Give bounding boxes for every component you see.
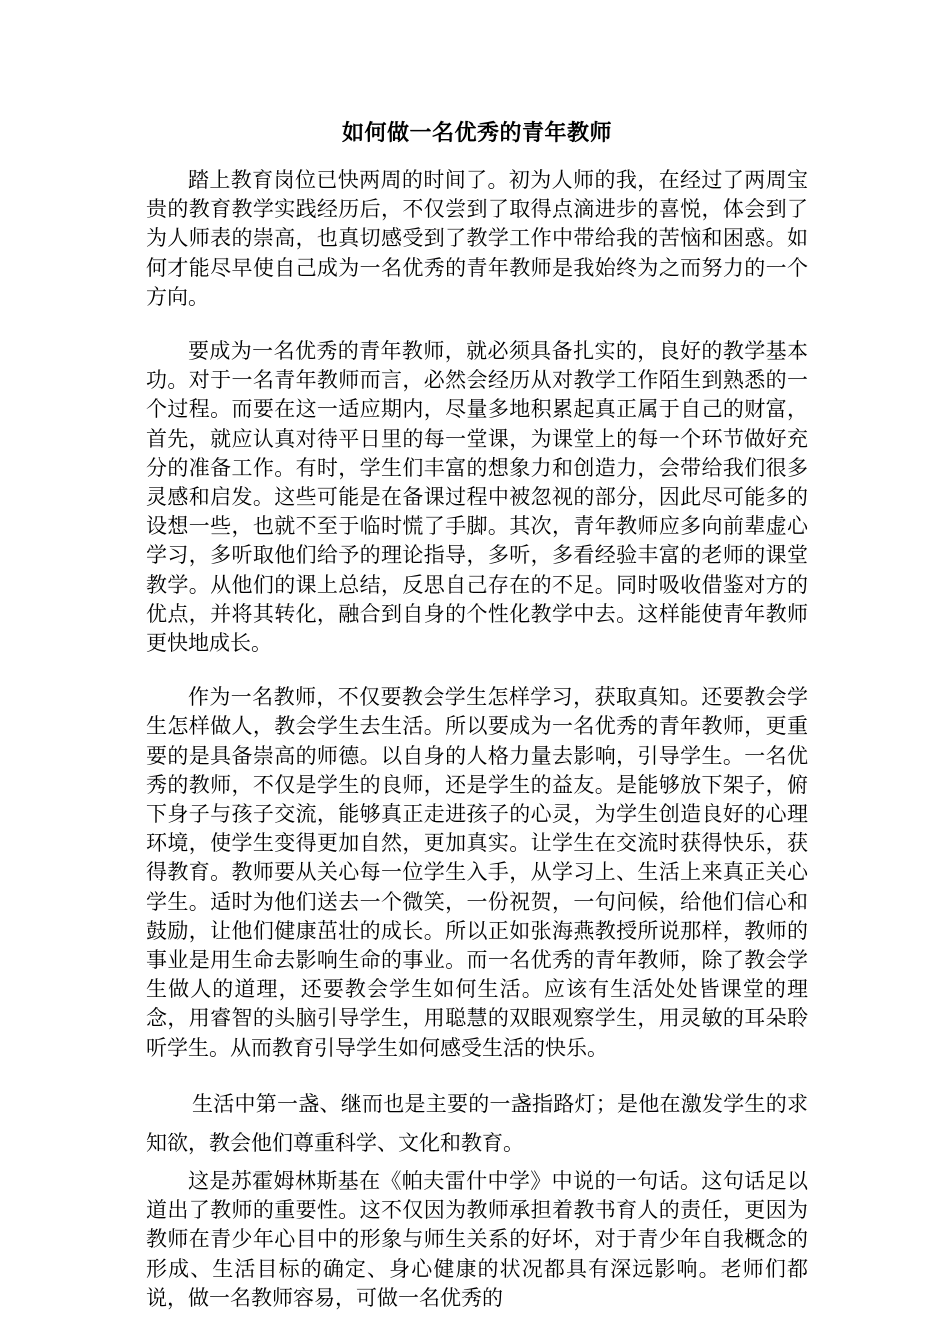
document-page: [146, 118, 808, 1313]
paragraph-closing: 这是苏霍姆林斯基在《帕夫雷什中学》中说的一句话。这句话足以道出了教师的重要性。这不仅因为教师承担着教书育人的责任，更因为教师在青少年心目中的形象与师生关系的好坏，对于青少年自我概念的形成、生活目标的确定、身心健康的状况都具有深远影响。老师们都说，做一名教师容易，可做一名优秀的: [146, 1168, 808, 1310]
document-title: 如何做一名优秀的青年教师: [341, 120, 612, 146]
paragraph-teacher-ethics: 作为一名教师，不仅要教会学生怎样学习，获取真知。还要教会学生怎样做人，教会学生去生活。所以要成为一名优秀的青年教师，更重要的是具备崇高的师德。以自身的人格力量去影响，引导学生。一名优秀的教师，不仅是学生的良师，还是学生的益友。是能够放下架子，俯下身子与孩子交流，能够真正走进孩子的心灵，为学生创造良好的心理环境，使学生变得更加自然，更加真实。让学生在交流时获得快乐，获得教育。教师要从关心每一位学生入手，从学习上、生活上来真正关心学生。适时为他们送去一个微笑，一份祝贺，一句问候，给他们信心和鼓励，让他们健康茁壮的成长。所以正如张海燕教授所说那样，教师的事业是用生命去影响生命的事业。而一名优秀的青年教师，除了教会学生做人的道理，还要教会学生如何生活。应该有生活处处皆课堂的理念，用睿智的头脑引导学生，用聪慧的双眼观察学生，用灵敏的耳朵聆听学生。从而教育引导学生如何感受生活的快乐。: [146, 685, 808, 1060]
quote-paragraph: 生活中第一盏、继而也是主要的一盏指路灯；是他在激发学生的求知欲，教会他们尊重科学、文化和教育。: [146, 1091, 808, 1155]
paragraph-intro: 踏上教育岗位已快两周的时间了。初为人师的我，在经过了两周宝贵的教育教学实践经历后，不仅尝到了取得点滴进步的喜悦，体会到了为人师表的崇高，也真切感受到了教学工作中带给我的苦恼和困惑。如何才能尽早使自己成为一名优秀的青年教师是我始终为之而努力的一个方向。: [146, 168, 808, 309]
paragraph-basic-skills: 要成为一名优秀的青年教师，就必须具备扎实的，良好的教学基本功。对于一名青年教师而言，必然会经历从对教学工作陌生到熟悉的一个过程。而要在这一适应期内，尽量多地积累起真正属于自己的财富，首先，就应认真对待平日里的每一堂课，为课堂上的每一个环节做好充分的准备工作。有时，学生们丰富的想象力和创造力，会带给我们很多灵感和启发。这些可能是在备课过程中被忽视的部分，因此尽可能多的设想一些，也就不至于临时慌了手脚。其次，青年教师应多向前辈虚心学习，多听取他们给予的理论指导，多听，多看经验丰富的老师的课堂教学。从他们的课上总结，反思自己存在的不足。同时吸收借鉴对方的优点，并将其转化，融合到自身的个性化教学中去。这样能使青年教师更快地成长。: [146, 339, 808, 656]
